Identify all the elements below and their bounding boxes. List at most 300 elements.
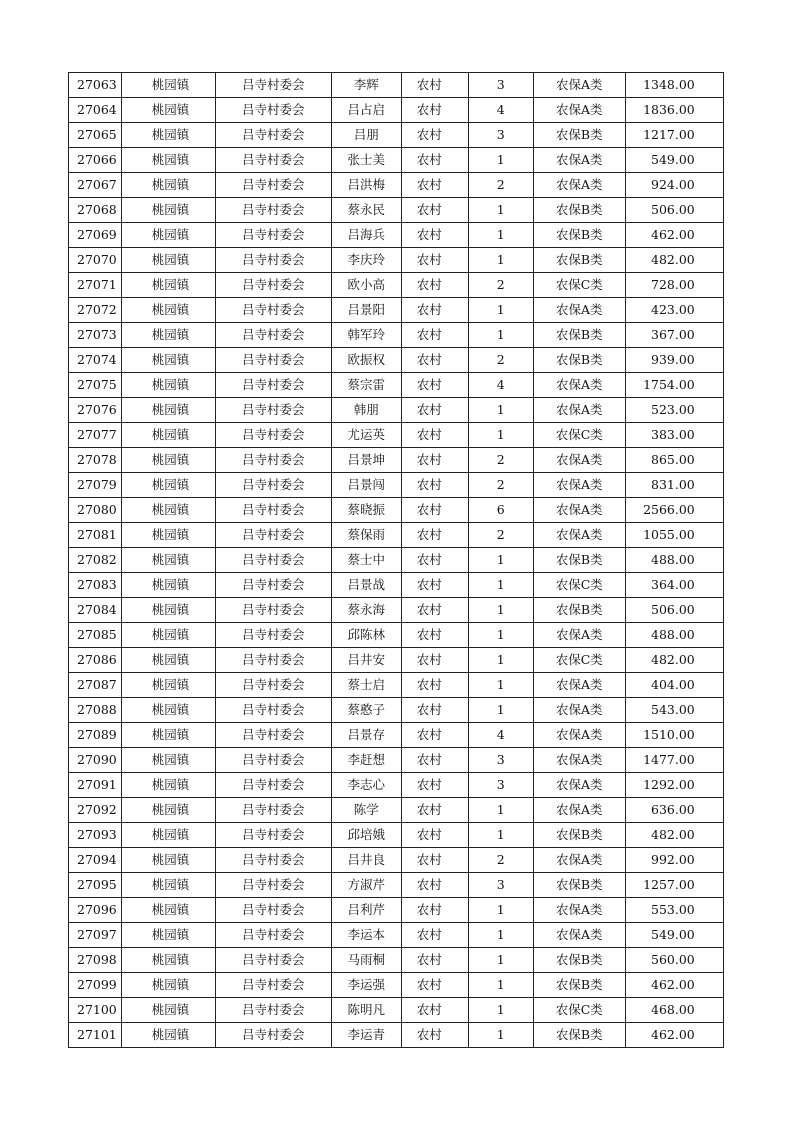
household-count-cell: 1 [468,148,533,173]
record-id-cell: 27087 [69,673,122,698]
name-cell: 李庆玲 [331,248,401,273]
household-count-cell: 4 [468,98,533,123]
name-cell: 吕井安 [331,648,401,673]
household-count-cell: 1 [468,698,533,723]
amount-cell: 462.00 [625,223,723,248]
household-count-cell: 1 [468,298,533,323]
record-id-cell: 27079 [69,473,122,498]
area-type-cell: 农村 [401,848,468,873]
town-cell: 桃园镇 [121,673,215,698]
town-cell: 桃园镇 [121,873,215,898]
name-cell: 蔡永民 [331,198,401,223]
name-cell: 邱陈林 [331,623,401,648]
insurance-category-cell: 农保B类 [533,548,625,573]
table-row [69,973,724,998]
village-committee-cell: 吕寺村委会 [215,498,331,523]
record-id-cell: 27076 [69,398,122,423]
town-cell: 桃园镇 [121,198,215,223]
area-type-cell: 农村 [401,673,468,698]
insurance-category-cell: 农保C类 [533,423,625,448]
amount-cell: 488.00 [625,623,723,648]
household-count-cell: 1 [468,323,533,348]
area-type-cell: 农村 [401,773,468,798]
household-count-cell: 1 [468,198,533,223]
data-table [68,72,724,1048]
area-type-cell: 农村 [401,73,468,98]
table-row [69,523,724,548]
table-row [69,248,724,273]
insurance-category-cell: 农保C类 [533,573,625,598]
record-id-cell: 27084 [69,598,122,623]
name-cell: 李赶想 [331,748,401,773]
village-committee-cell: 吕寺村委会 [215,298,331,323]
name-cell: 吕海兵 [331,223,401,248]
town-cell: 桃园镇 [121,1023,215,1048]
village-committee-cell: 吕寺村委会 [215,423,331,448]
table-row [69,548,724,573]
village-committee-cell: 吕寺村委会 [215,548,331,573]
town-cell: 桃园镇 [121,573,215,598]
village-committee-cell: 吕寺村委会 [215,248,331,273]
village-committee-cell: 吕寺村委会 [215,748,331,773]
insurance-category-cell: 农保A类 [533,473,625,498]
record-id-cell: 27086 [69,648,122,673]
record-id-cell: 27081 [69,523,122,548]
table-row [69,373,724,398]
household-count-cell: 1 [468,398,533,423]
amount-cell: 482.00 [625,648,723,673]
household-count-cell: 1 [468,998,533,1023]
name-cell: 韩朋 [331,398,401,423]
village-committee-cell: 吕寺村委会 [215,973,331,998]
household-count-cell: 1 [468,423,533,448]
table-row [69,848,724,873]
area-type-cell: 农村 [401,398,468,423]
village-committee-cell: 吕寺村委会 [215,323,331,348]
amount-cell: 1217.00 [625,123,723,148]
town-cell: 桃园镇 [121,473,215,498]
name-cell: 蔡憨子 [331,698,401,723]
household-count-cell: 1 [468,973,533,998]
table-row [69,673,724,698]
record-id-cell: 27063 [69,73,122,98]
village-committee-cell: 吕寺村委会 [215,923,331,948]
table-row [69,73,724,98]
name-cell: 马雨桐 [331,948,401,973]
town-cell: 桃园镇 [121,373,215,398]
amount-cell: 506.00 [625,598,723,623]
name-cell: 吕占启 [331,98,401,123]
table-row [69,573,724,598]
household-count-cell: 3 [468,748,533,773]
household-count-cell: 1 [468,623,533,648]
record-id-cell: 27069 [69,223,122,248]
household-count-cell: 1 [468,548,533,573]
amount-cell: 1836.00 [625,98,723,123]
insurance-category-cell: 农保A类 [533,523,625,548]
town-cell: 桃园镇 [121,748,215,773]
household-count-cell: 1 [468,248,533,273]
area-type-cell: 农村 [401,148,468,173]
insurance-category-cell: 农保C类 [533,998,625,1023]
household-count-cell: 1 [468,598,533,623]
name-cell: 吕景战 [331,573,401,598]
village-committee-cell: 吕寺村委会 [215,448,331,473]
record-id-cell: 27094 [69,848,122,873]
village-committee-cell: 吕寺村委会 [215,698,331,723]
name-cell: 韩军玲 [331,323,401,348]
amount-cell: 992.00 [625,848,723,873]
village-committee-cell: 吕寺村委会 [215,623,331,648]
town-cell: 桃园镇 [121,73,215,98]
town-cell: 桃园镇 [121,148,215,173]
village-committee-cell: 吕寺村委会 [215,148,331,173]
insurance-category-cell: 农保B类 [533,198,625,223]
name-cell: 吕洪梅 [331,173,401,198]
area-type-cell: 农村 [401,123,468,148]
village-committee-cell: 吕寺村委会 [215,848,331,873]
table-row [69,173,724,198]
household-count-cell: 1 [468,823,533,848]
household-count-cell: 4 [468,723,533,748]
household-count-cell: 1 [468,898,533,923]
name-cell: 李运强 [331,973,401,998]
name-cell: 李辉 [331,73,401,98]
insurance-category-cell: 农保B类 [533,973,625,998]
amount-cell: 482.00 [625,248,723,273]
town-cell: 桃园镇 [121,698,215,723]
household-count-cell: 3 [468,873,533,898]
record-id-cell: 27095 [69,873,122,898]
town-cell: 桃园镇 [121,523,215,548]
town-cell: 桃园镇 [121,773,215,798]
insurance-category-cell: 农保A类 [533,148,625,173]
insurance-category-cell: 农保B类 [533,348,625,373]
amount-cell: 924.00 [625,173,723,198]
record-id-cell: 27074 [69,348,122,373]
area-type-cell: 农村 [401,598,468,623]
town-cell: 桃园镇 [121,448,215,473]
insurance-category-cell: 农保A类 [533,623,625,648]
household-count-cell: 6 [468,498,533,523]
village-committee-cell: 吕寺村委会 [215,648,331,673]
record-id-cell: 27098 [69,948,122,973]
town-cell: 桃园镇 [121,948,215,973]
table-row [69,923,724,948]
amount-cell: 1510.00 [625,723,723,748]
amount-cell: 462.00 [625,973,723,998]
table-row [69,748,724,773]
town-cell: 桃园镇 [121,798,215,823]
village-committee-cell: 吕寺村委会 [215,223,331,248]
household-count-cell: 1 [468,673,533,698]
village-committee-cell: 吕寺村委会 [215,173,331,198]
village-committee-cell: 吕寺村委会 [215,73,331,98]
record-id-cell: 27082 [69,548,122,573]
record-id-cell: 27073 [69,323,122,348]
insurance-category-cell: 农保B类 [533,823,625,848]
record-id-cell: 27065 [69,123,122,148]
amount-cell: 560.00 [625,948,723,973]
name-cell: 陈明凡 [331,998,401,1023]
amount-cell: 383.00 [625,423,723,448]
insurance-category-cell: 农保A类 [533,798,625,823]
name-cell: 张士美 [331,148,401,173]
village-committee-cell: 吕寺村委会 [215,823,331,848]
table-row [69,648,724,673]
area-type-cell: 农村 [401,273,468,298]
name-cell: 邱培娥 [331,823,401,848]
town-cell: 桃园镇 [121,598,215,623]
amount-cell: 636.00 [625,798,723,823]
village-committee-cell: 吕寺村委会 [215,373,331,398]
table-row [69,598,724,623]
area-type-cell: 农村 [401,748,468,773]
household-count-cell: 1 [468,648,533,673]
area-type-cell: 农村 [401,323,468,348]
village-committee-cell: 吕寺村委会 [215,673,331,698]
insurance-category-cell: 农保A类 [533,848,625,873]
town-cell: 桃园镇 [121,623,215,648]
insurance-category-cell: 农保A类 [533,398,625,423]
amount-cell: 549.00 [625,923,723,948]
area-type-cell: 农村 [401,823,468,848]
table-row [69,798,724,823]
town-cell: 桃园镇 [121,273,215,298]
amount-cell: 462.00 [625,1023,723,1048]
table-row [69,723,724,748]
village-committee-cell: 吕寺村委会 [215,898,331,923]
household-count-cell: 3 [468,123,533,148]
record-id-cell: 27096 [69,898,122,923]
village-committee-cell: 吕寺村委会 [215,723,331,748]
household-count-cell: 2 [468,523,533,548]
record-id-cell: 27091 [69,773,122,798]
name-cell: 李运青 [331,1023,401,1048]
area-type-cell: 农村 [401,1023,468,1048]
insurance-category-cell: 农保A类 [533,748,625,773]
insurance-category-cell: 农保A类 [533,723,625,748]
insurance-category-cell: 农保A类 [533,98,625,123]
area-type-cell: 农村 [401,698,468,723]
insurance-category-cell: 农保A类 [533,923,625,948]
name-cell: 蔡晓振 [331,498,401,523]
insurance-category-cell: 农保B类 [533,1023,625,1048]
table-row [69,98,724,123]
name-cell: 吕朋 [331,123,401,148]
name-cell: 蔡宗雷 [331,373,401,398]
area-type-cell: 农村 [401,348,468,373]
household-count-cell: 1 [468,798,533,823]
insurance-category-cell: 农保C类 [533,648,625,673]
household-count-cell: 4 [468,373,533,398]
area-type-cell: 农村 [401,198,468,223]
table-row [69,473,724,498]
amount-cell: 1292.00 [625,773,723,798]
amount-cell: 488.00 [625,548,723,573]
record-id-cell: 27090 [69,748,122,773]
name-cell: 李运本 [331,923,401,948]
record-id-cell: 27064 [69,98,122,123]
record-id-cell: 27078 [69,448,122,473]
area-type-cell: 农村 [401,898,468,923]
table-row [69,298,724,323]
amount-cell: 2566.00 [625,498,723,523]
town-cell: 桃园镇 [121,998,215,1023]
name-cell: 尤运英 [331,423,401,448]
table-row [69,273,724,298]
table-row [69,948,724,973]
village-committee-cell: 吕寺村委会 [215,123,331,148]
area-type-cell: 农村 [401,623,468,648]
area-type-cell: 农村 [401,223,468,248]
insurance-category-cell: 农保B类 [533,598,625,623]
amount-cell: 543.00 [625,698,723,723]
name-cell: 吕景阳 [331,298,401,323]
record-id-cell: 27088 [69,698,122,723]
record-id-cell: 27066 [69,148,122,173]
village-committee-cell: 吕寺村委会 [215,398,331,423]
town-cell: 桃园镇 [121,248,215,273]
insurance-category-cell: 农保A类 [533,448,625,473]
household-count-cell: 2 [468,348,533,373]
insurance-category-cell: 农保A类 [533,73,625,98]
table-row [69,1023,724,1048]
record-id-cell: 27075 [69,373,122,398]
table-row [69,123,724,148]
table-row [69,498,724,523]
town-cell: 桃园镇 [121,498,215,523]
household-count-cell: 2 [468,448,533,473]
amount-cell: 423.00 [625,298,723,323]
area-type-cell: 农村 [401,798,468,823]
record-id-cell: 27089 [69,723,122,748]
name-cell: 方淑芹 [331,873,401,898]
village-committee-cell: 吕寺村委会 [215,948,331,973]
insurance-category-cell: 农保C类 [533,273,625,298]
amount-cell: 523.00 [625,398,723,423]
insurance-category-cell: 农保A类 [533,298,625,323]
area-type-cell: 农村 [401,248,468,273]
town-cell: 桃园镇 [121,98,215,123]
insurance-category-cell: 农保A类 [533,698,625,723]
area-type-cell: 农村 [401,648,468,673]
household-count-cell: 1 [468,923,533,948]
area-type-cell: 农村 [401,548,468,573]
town-cell: 桃园镇 [121,123,215,148]
insurance-category-cell: 农保A类 [533,898,625,923]
town-cell: 桃园镇 [121,298,215,323]
insurance-category-cell: 农保B类 [533,123,625,148]
area-type-cell: 农村 [401,573,468,598]
area-type-cell: 农村 [401,173,468,198]
name-cell: 吕井良 [331,848,401,873]
insurance-category-cell: 农保A类 [533,173,625,198]
insurance-category-cell: 农保A类 [533,498,625,523]
area-type-cell: 农村 [401,948,468,973]
household-count-cell: 1 [468,948,533,973]
village-committee-cell: 吕寺村委会 [215,873,331,898]
town-cell: 桃园镇 [121,173,215,198]
amount-cell: 1257.00 [625,873,723,898]
table-row [69,223,724,248]
household-count-cell: 2 [468,473,533,498]
area-type-cell: 农村 [401,923,468,948]
amount-cell: 364.00 [625,573,723,598]
table-row [69,898,724,923]
area-type-cell: 农村 [401,523,468,548]
record-id-cell: 27071 [69,273,122,298]
record-id-cell: 27083 [69,573,122,598]
area-type-cell: 农村 [401,973,468,998]
amount-cell: 831.00 [625,473,723,498]
insurance-category-cell: 农保B类 [533,873,625,898]
name-cell: 吕利芹 [331,898,401,923]
amount-cell: 404.00 [625,673,723,698]
name-cell: 蔡士中 [331,548,401,573]
table-row [69,773,724,798]
record-id-cell: 27077 [69,423,122,448]
area-type-cell: 农村 [401,298,468,323]
record-id-cell: 27080 [69,498,122,523]
area-type-cell: 农村 [401,373,468,398]
town-cell: 桃园镇 [121,398,215,423]
table-row [69,698,724,723]
table-row [69,823,724,848]
name-cell: 陈学 [331,798,401,823]
insurance-category-cell: 农保A类 [533,673,625,698]
amount-cell: 553.00 [625,898,723,923]
amount-cell: 506.00 [625,198,723,223]
area-type-cell: 农村 [401,723,468,748]
insurance-category-cell: 农保A类 [533,773,625,798]
table-body [69,73,724,1048]
area-type-cell: 农村 [401,998,468,1023]
town-cell: 桃园镇 [121,723,215,748]
table-row [69,323,724,348]
area-type-cell: 农村 [401,873,468,898]
record-id-cell: 27101 [69,1023,122,1048]
village-committee-cell: 吕寺村委会 [215,198,331,223]
record-id-cell: 27097 [69,923,122,948]
name-cell: 吕景存 [331,723,401,748]
village-committee-cell: 吕寺村委会 [215,998,331,1023]
table-row [69,623,724,648]
table-row [69,873,724,898]
household-count-cell: 3 [468,73,533,98]
record-id-cell: 27099 [69,973,122,998]
area-type-cell: 农村 [401,423,468,448]
name-cell: 李志心 [331,773,401,798]
table-row [69,148,724,173]
town-cell: 桃园镇 [121,973,215,998]
table-row [69,448,724,473]
town-cell: 桃园镇 [121,223,215,248]
amount-cell: 1055.00 [625,523,723,548]
insurance-category-cell: 农保A类 [533,373,625,398]
household-count-cell: 1 [468,223,533,248]
name-cell: 吕景坤 [331,448,401,473]
record-id-cell: 27092 [69,798,122,823]
amount-cell: 1477.00 [625,748,723,773]
amount-cell: 549.00 [625,148,723,173]
town-cell: 桃园镇 [121,548,215,573]
town-cell: 桃园镇 [121,823,215,848]
insurance-category-cell: 农保B类 [533,948,625,973]
insurance-category-cell: 农保B类 [533,248,625,273]
amount-cell: 865.00 [625,448,723,473]
table-row [69,348,724,373]
